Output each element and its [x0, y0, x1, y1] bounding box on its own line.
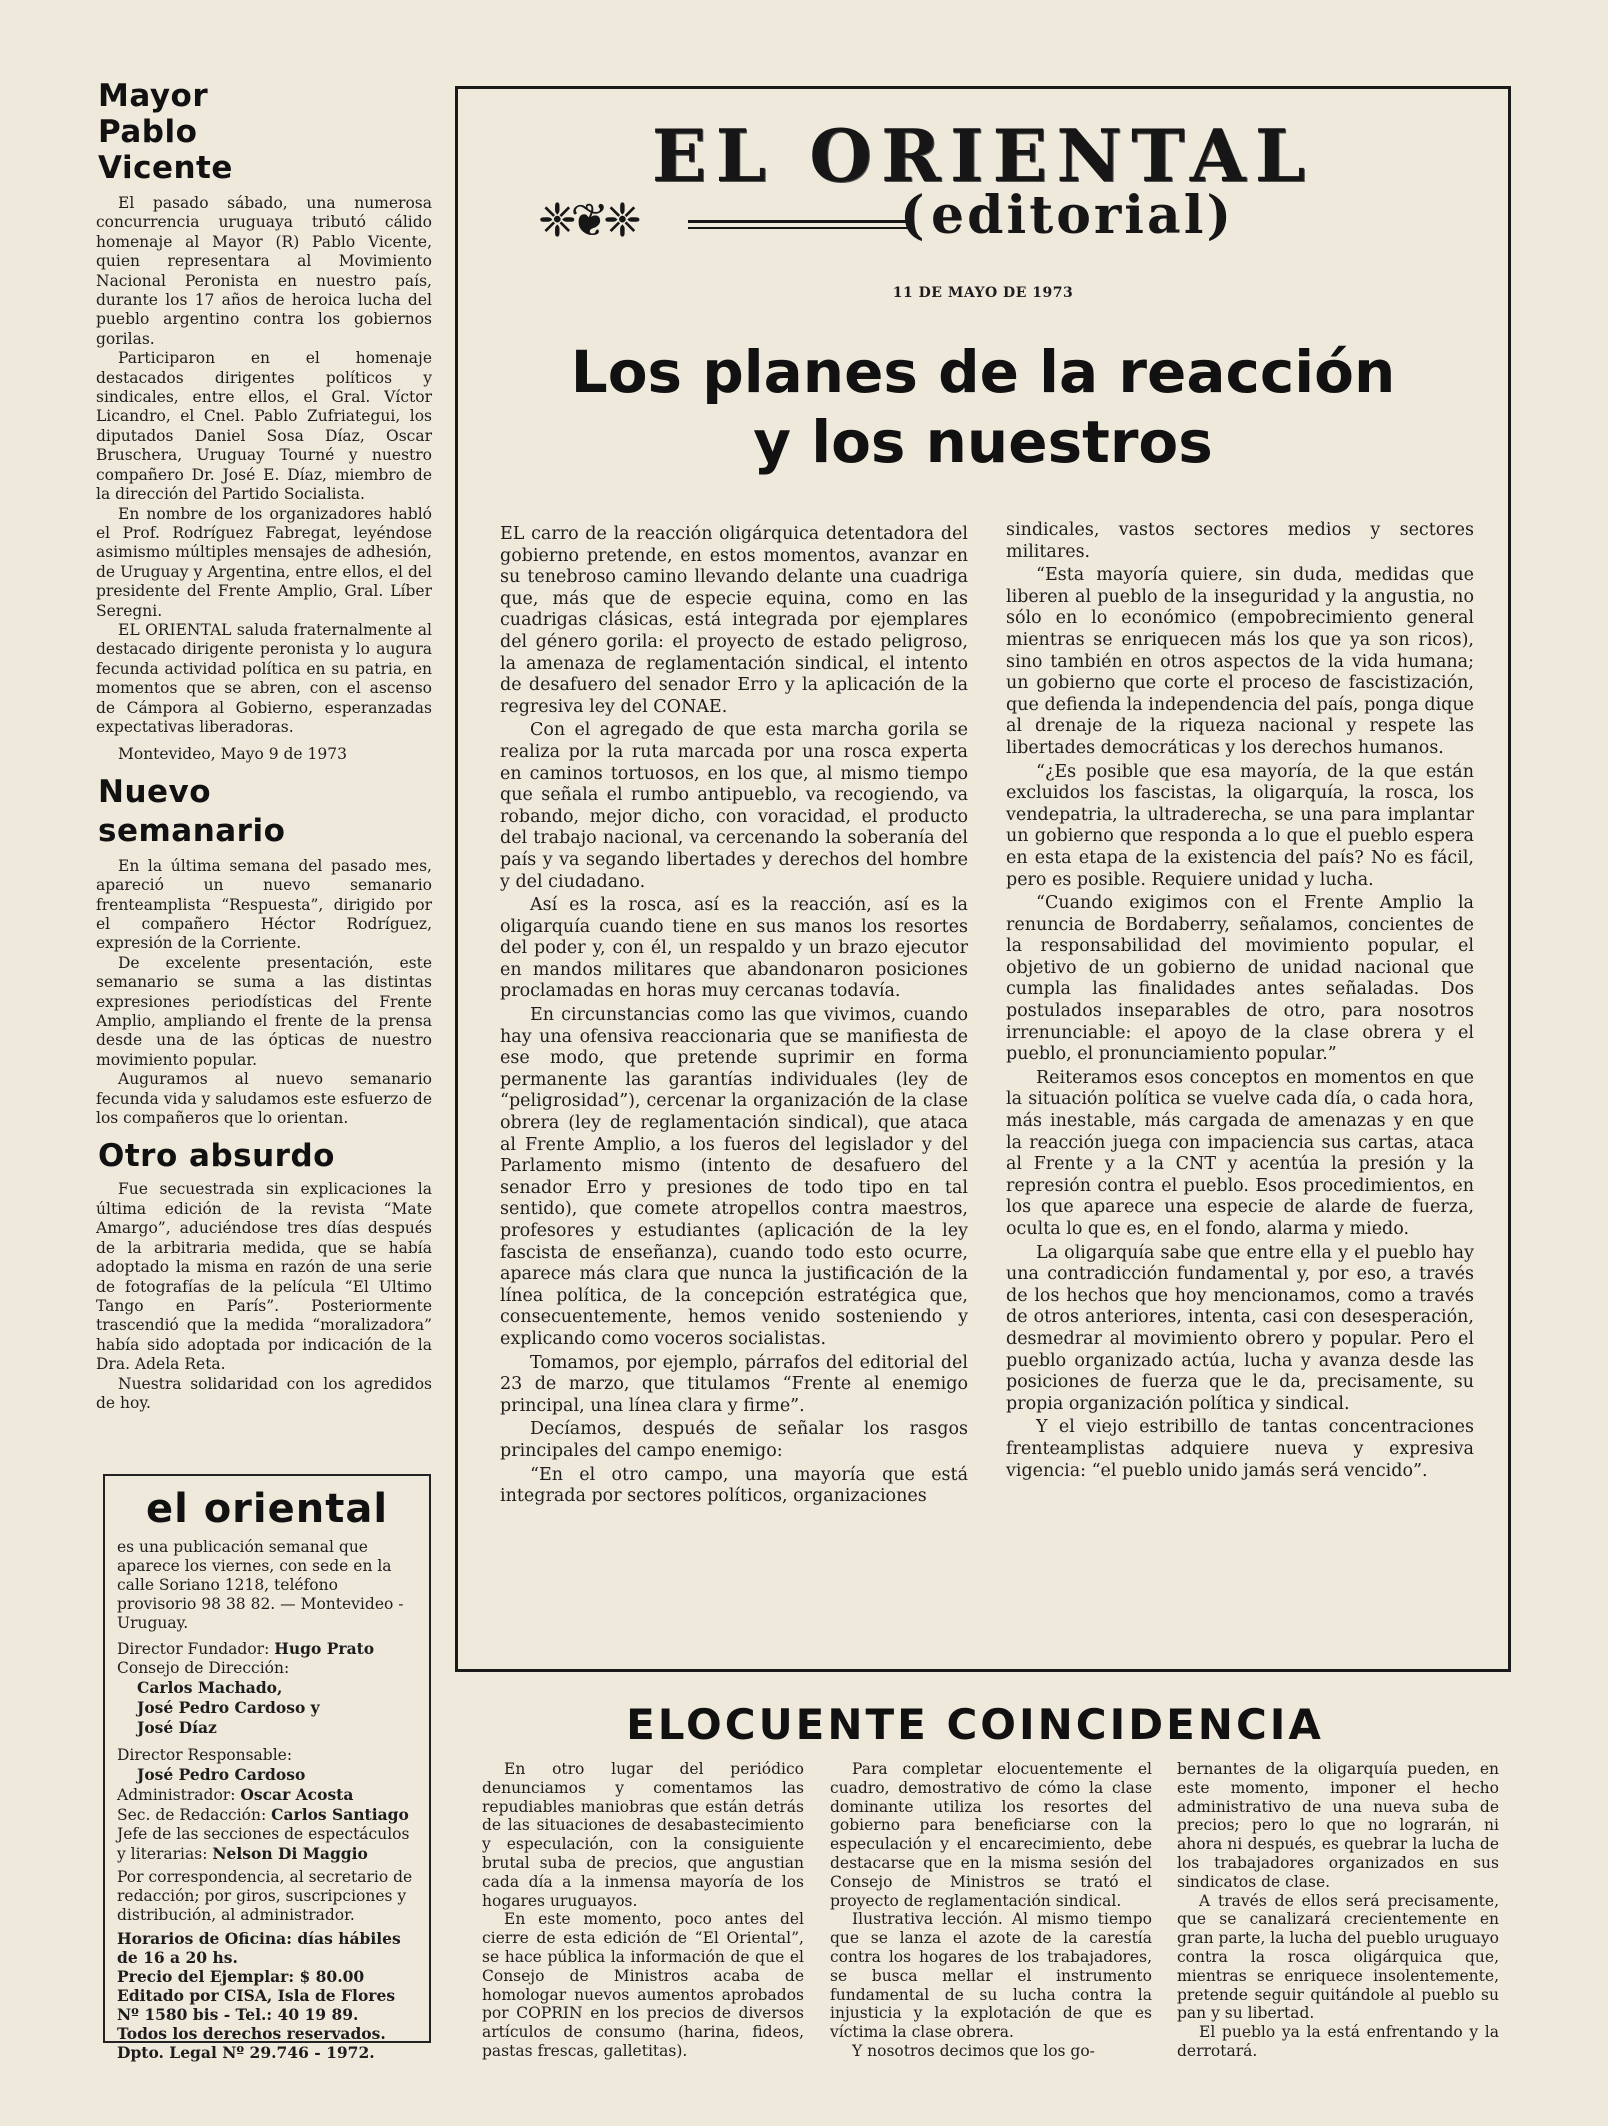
director-name: Hugo Prato: [274, 1639, 375, 1658]
paragraph: “¿Es posible que esa mayoría, de la que están excluidos los fascistas, la oligarquía, la rosca, los vendepatria, la ultraderecha, se una para implantar un gobierno que responda a lo que el pueblo espera en esta etapa de la existencia del país? No es fácil, pero es posible. Requiere unidad y lucha.: [1006, 761, 1474, 890]
article-nuevo-semanario: [96, 773, 432, 1129]
article-elocuente-coincidencia: [470, 1700, 1520, 2060]
correspondencia: Por correspondencia, al secretario de redacción; por giros, suscripciones y distribución, al administrador.: [117, 1868, 413, 1924]
editorial-date: 11 DE MAYO DE 1973: [892, 285, 1074, 301]
label: Director Fundador:: [117, 1640, 270, 1658]
article-column-2: [830, 1760, 1152, 2061]
article-title: Otro absurdo: [98, 1138, 335, 1175]
paragraph: sindicales, vastos sectores medios y sectores militares.: [1006, 520, 1474, 562]
horarios: Horarios de Oficina: días hábiles de 16 a 20 hs.: [117, 1929, 401, 1967]
ornament-icon: ❈❦❈: [538, 193, 636, 247]
article-otro-absurdo: [96, 1138, 432, 1413]
sidebar-column: [96, 78, 432, 1413]
opening-paren: (: [900, 185, 928, 246]
paragraph: Tomamos, por ejemplo, párrafos del editorial del 23 de marzo, que titulamos “Frente al enemigo principal, una línea clara y firme”.: [500, 1352, 968, 1416]
label: Consejo de Dirección:: [117, 1659, 290, 1677]
editorial-box: [455, 86, 1511, 1672]
intro: es una publicación semanal que aparece los viernes, con sede en la calle Soriano 1218, teléfono provisorio 98 38 82. — Montevideo - Uruguay.: [117, 1538, 404, 1632]
precio: Precio del Ejemplar: $ 80.00: [117, 1967, 365, 1986]
publication-title: el oriental: [145, 1486, 389, 1532]
paragraph: Reiteramos esos conceptos en momentos en que la situación política se vuelve cada día, o cada hora, más inestable, más cargada de amenazas y en que la reacción juega con impaciencia sus cartas, ataca al Frente y a la CNT y acentúa la presión y la represión contra el pueblo. Esos procedimientos, en los que aparece una especie de alarde de fuerza, oculta lo que es, en el fondo, alarma y miedo.: [1006, 1067, 1474, 1239]
article-mayor-pablo-vicente: [96, 78, 432, 765]
paragraph: Y nosotros decimos que los go-: [852, 2041, 1095, 2060]
paragraph: En otro lugar del periódico denunciamos y comentamos las repudiables maniobras que están detrás de las situaciones de desabastecimiento y especulación, con la consiguiente brutal suba de precios, que angustian cada día a la inmensa mayoría de los hogares uruguayos.: [482, 1760, 804, 1910]
paragraph: Auguramos al nuevo semanario fecunda vida y saludamos este esfuerzo de los compañeros que lo orientan.: [96, 1070, 432, 1128]
paragraph: En circunstancias como las que vivimos, cuando hay una ofensiva reaccionaria que se manifiesta de ese modo, que pretende suprimir en forma permanente las garantías individuales (ley de “peligrosidad”), cercenar la organización de la clase obrera (ley de reglamentación sindical), que ataca al Frente Amplio, a los fueros del legislador y del Parlamento mismo (intento de desafuero del senador Erro y presiones de todo tipo en tal sentido), que comete atropellos contra maestros, profesores y estudiantes (aplicación de la ley fascista de enseñanza), cuando todo esto ocurre, aparece más clara que nunca la justificación de la línea política, de la concepción estratégica que, consecuentemente, hemos venido sosteniendo y explicando como voceros socialistas.: [500, 1005, 968, 1349]
paragraph: “Cuando exigimos con el Frente Amplio la renuncia de Bordaberry, señalamos, concientes de la responsabilidad del movimiento popular, el objetivo de un gobierno de unidad nacional que cumpla las finalidades antes señaladas. Dos postulados inseparables de otro, para nosotros irrenunciable: el apoyo de la clase obrera y el pueblo, el pronunciamiento popular.”: [1006, 893, 1474, 1065]
editorial-column-2: [1006, 520, 1474, 1484]
jefe-name: Nelson Di Maggio: [212, 1844, 368, 1863]
article-title: Mayor Pablo Vicente: [98, 78, 233, 186]
legal: Dpto. Legal Nº 29.746 - 1972.: [117, 2043, 375, 2062]
editado: Editado por CISA, Isla de Flores Nº 1580 bis - Tel.: 40 19 89.: [117, 1986, 396, 2024]
article-column-1: [482, 1760, 804, 2061]
paragraph: Nuestra solidaridad con los agredidos de hoy.: [96, 1374, 432, 1412]
paragraph: “En el otro campo, una mayoría que está integrada por sectores políticos, organizaciones: [500, 1464, 968, 1507]
paragraph: En la última semana del pasado mes, apareció un nuevo semanario frenteamplista “Respuesta”, dirigido por el compañero Héctor Rodríguez, expresión de la Corriente.: [96, 856, 432, 953]
paragraph: Con el agregado de que esta marcha gorila se realiza por la ruta marcada por una rosca experta en caminos tortuosos, en los que, al mismo tiempo que señala el rumbo antipueblo, va recogiendo, va robando, mejor dicho, con voracidad, el producto del trabajo nacional, va cercenando la soberanía del país y va segando libertades y derechos del hombre y del ciudadano.: [500, 720, 968, 892]
paragraph: A través de ellos será precisamente, que se canalizará crecientemente en gran parte, la lucha del pueblo uruguayo contra la rosca oligárquica que, mientras se enriquece insolentemente, pretende seguir quitándole al pueblo su pan y su libertad.: [1177, 1891, 1500, 2023]
masthead: EL ORIENTAL: [651, 113, 1315, 198]
consejo-member: José Pedro Cardoso y: [137, 1698, 320, 1717]
subtitle-row: [538, 187, 1488, 257]
paragraph: EL carro de la reacción oligárquica detentadora del gobierno pretende, en estos momentos, avanzar en su tenebroso camino llevando delante una cuadriga que, más que de especie equina, como en las cuadrigas clásicas, está integrada por ejemplares del género gorila: el proyecto de estado peligroso, la amenaza de reglamentación sindical, el intento de desafuero del senador Erro y la aplicación de la regresiva ley del CONAE.: [500, 524, 968, 717]
publication-details: [105, 1538, 429, 2062]
paragraph: bernantes de la oligarquía pueden, en este momento, imponer el hecho administrativo de una nueva suba de precios; pero lo que no lograrán, ni ahora ni después, es quebrar la lucha de los trabajadores organizados en sus sindicatos de clase.: [1177, 1760, 1499, 1891]
paragraph: En este momento, poco antes del cierre de esta edición de “El Oriental”, se hace pública la información de que el Consejo de Ministros acaba de homologar nuevos aumentos aprobados por COPRIN en los precios de diversos artículos de consumo (harina, fideos, pastas frescas, galletitas).: [482, 1910, 804, 2060]
consejo-member: Carlos Machado,: [137, 1678, 283, 1697]
editorial-headline: Los planes de la reacción y los nuestros: [570, 338, 1396, 476]
article-title: Nuevo semanario: [98, 773, 286, 849]
publication-info-box: [103, 1474, 431, 2062]
paragraph: Fue secuestrada sin explicaciones la última edición de la revista “Mate Amargo”, aduciéndose tres días después de la arbitraria medida, que se había adoptado la misma en razón de una serie de fotografías de la película “El Ultimo Tango en París”. Posteriormente trascendió que la medida “moralizadora” había sido adoptada por indicación de la Dra. Adela Reta.: [96, 1180, 432, 1374]
responsable-name: José Pedro Cardoso: [137, 1765, 306, 1784]
label: Jefe de las secciones de espectáculos y literarias:: [117, 1825, 410, 1863]
label: Administrador:: [117, 1786, 236, 1804]
dateline: Montevideo, Mayo 9 de 1973: [118, 745, 347, 764]
label: Sec. de Redacción:: [117, 1806, 267, 1824]
article-body: [96, 857, 432, 1129]
paragraph: De excelente presentación, este semanario se suma a las distintas expresiones periodísticas del Frente Amplio, ampliando el frente de la prensa desde una de las ópticas de nuestro movimiento popular.: [96, 953, 432, 1069]
article-body: [96, 194, 432, 765]
paragraph: Y el viejo estribillo de tantas concentraciones frenteamplistas adquiere nueva y expresiva vigencia: “el pueblo unido jamás será vencido”.: [1006, 1417, 1474, 1481]
ornament-rule: [688, 227, 913, 229]
paragraph: Decíamos, después de señalar los rasgos principales del campo enemigo:: [500, 1419, 968, 1461]
paragraph: EL ORIENTAL saluda fraternalmente al destacado dirigente peronista y lo augura fecunda actividad política en su patria, en momentos que se abren, con el ascenso de Cámpora al Gobierno, esperanzadas expectativas liberadoras.: [96, 620, 432, 736]
article-body: [96, 1180, 432, 1413]
article-headline: ELOCUENTE COINCIDENCIA: [626, 1700, 1324, 1749]
paragraph: En nombre de los organizadores habló el Prof. Rodríguez Fabregat, leyéndose asimismo múltiples mensajes de adhesión, de Uruguay y Argentina, entre ellos, el del presidente del Frente Amplio, Gral. Líber Seregni.: [96, 504, 432, 620]
redaccion-name: Carlos Santiago: [271, 1805, 409, 1824]
label: Director Responsable:: [117, 1746, 293, 1764]
consejo-member: José Díaz: [137, 1718, 217, 1737]
ornament-rule: [688, 220, 913, 223]
paragraph: Ilustrativa lección. Al mismo tiempo que se lanza el azote de la carestía contra los hogares de los trabajadores, se busca mellar el instrumento fundamental de su lucha contra la injusticia y la explotación de que es víctima la clase obrera.: [830, 1910, 1152, 2042]
article-column-3: [1177, 1760, 1499, 2061]
editorial-subtitle: editorial): [931, 185, 1235, 246]
admin-name: Oscar Acosta: [240, 1785, 354, 1804]
paragraph: La oligarquía sabe que entre ella y el pueblo hay una contradicción fundamental y, por eso, a través de los hechos que hoy mencionamos, como a través de otros anteriores, intenta, casi con desesperación, desmedrar al movimiento obrero y popular. Pero el pueblo organizado actúa, lucha y avanza desde las posiciones de fuerza que le da, precisamente, su propia organización política y sindical.: [1006, 1242, 1474, 1414]
paragraph: El pasado sábado, una numerosa concurrencia uruguaya tributó cálido homenaje al Mayor (R) Pablo Vicente, quien representara al Movimiento Nacional Peronista en nuestro país, durante los 17 años de heroica lucha del pueblo argentino contra los gobiernos gorilas.: [96, 194, 432, 348]
paragraph: “Esta mayoría quiere, sin duda, medidas que liberen al pueblo de la inseguridad y la angustia, no sólo en lo económico (empobrecimiento general mientras se enriquecen más los que ya son ricos), sino también en otros aspectos de la vida humana; un gobierno que corte el proceso de fascistización, que defienda la independencia del país, ponga dique al drenaje de la riqueza nacional y respete las libertades democráticas y los derechos humanos.: [1006, 565, 1474, 758]
paragraph: El pueblo ya la está enfrentando y la derrotará.: [1177, 2023, 1499, 2060]
derechos: Todos los derechos reservados.: [117, 2024, 386, 2043]
paragraph: Así es la rosca, así es la reacción, así es la oligarquía cuando tiene en sus manos los resortes del poder y, con él, un respaldo y un brazo ejecutor en mandos militares que abandonaron posiciones proclamadas en horas muy cercanas todavía.: [500, 895, 968, 1002]
editorial-column-1: [500, 520, 968, 1510]
paragraph: Para completar elocuentemente el cuadro, demostrativo de cómo la clase dominante utiliza los resortes del gobierno para beneficiarse con la especulación y el encarecimiento, debe destacarse que en la misma sesión del Consejo de Ministros se trató el proyecto de reglamentación sindical.: [830, 1760, 1152, 1910]
paragraph: Participaron en el homenaje destacados dirigentes políticos y sindicales, entre ellos, el Gral. Víctor Licandro, el Cnel. Pablo Zufriategui, los diputados Daniel Sosa Díaz, Oscar Bruschera, Uruguay Tourné y nuestro compañero Dr. José E. Díaz, miembro de la dirección del Partido Socialista.: [96, 349, 432, 504]
